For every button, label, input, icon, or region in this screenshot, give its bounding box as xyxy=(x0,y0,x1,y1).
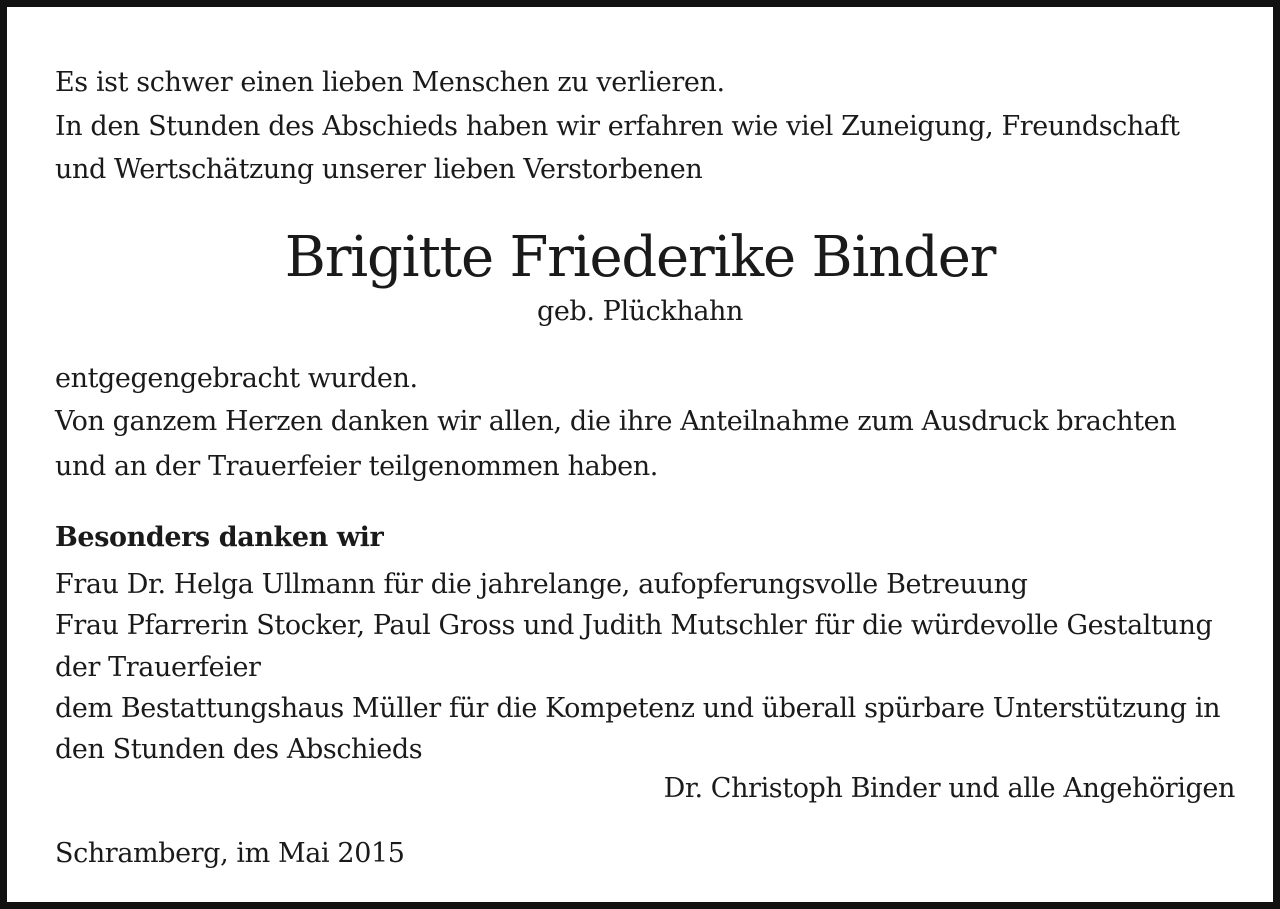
place-date: Schramberg, im Mai 2015 xyxy=(55,838,405,869)
thanks-line-2: Frau Pfarrerin Stocker, Paul Gross und Judith Mutschler für die würdevolle Gestaltung xyxy=(55,610,1213,641)
thanks-line-5: den Stunden des Abschieds xyxy=(55,734,423,765)
body-line-1: entgegengebracht wurden. xyxy=(55,363,418,394)
body-line-3: und an der Trauerfeier teilgenommen haben. xyxy=(55,451,658,482)
thanks-heading: Besonders danken wir xyxy=(55,522,384,553)
thanks-line-1: Frau Dr. Helga Ullmann für die jahrelange, aufopferungsvolle Betreuung xyxy=(55,569,1028,600)
intro-line-2: In den Stunden des Abschieds haben wir erfahren wie viel Zuneigung, Freundschaft xyxy=(55,111,1180,142)
intro-line-1: Es ist schwer einen lieben Menschen zu verlieren. xyxy=(55,67,725,98)
intro-line-3: und Wertschätzung unserer lieben Verstorbenen xyxy=(55,154,703,185)
deceased-name: Brigitte Friederike Binder xyxy=(284,225,996,290)
body-line-2: Von ganzem Herzen danken wir allen, die ihre Anteilnahme zum Ausdruck brachten xyxy=(55,406,1177,437)
signature: Dr. Christoph Binder und alle Angehörigen xyxy=(663,773,1235,804)
thanks-line-3: der Trauerfeier xyxy=(55,652,261,683)
maiden-name: geb. Plückhahn xyxy=(536,296,744,327)
thanks-line-4: dem Bestattungshaus Müller für die Kompetenz und überall spürbare Unterstützung in xyxy=(55,693,1221,724)
